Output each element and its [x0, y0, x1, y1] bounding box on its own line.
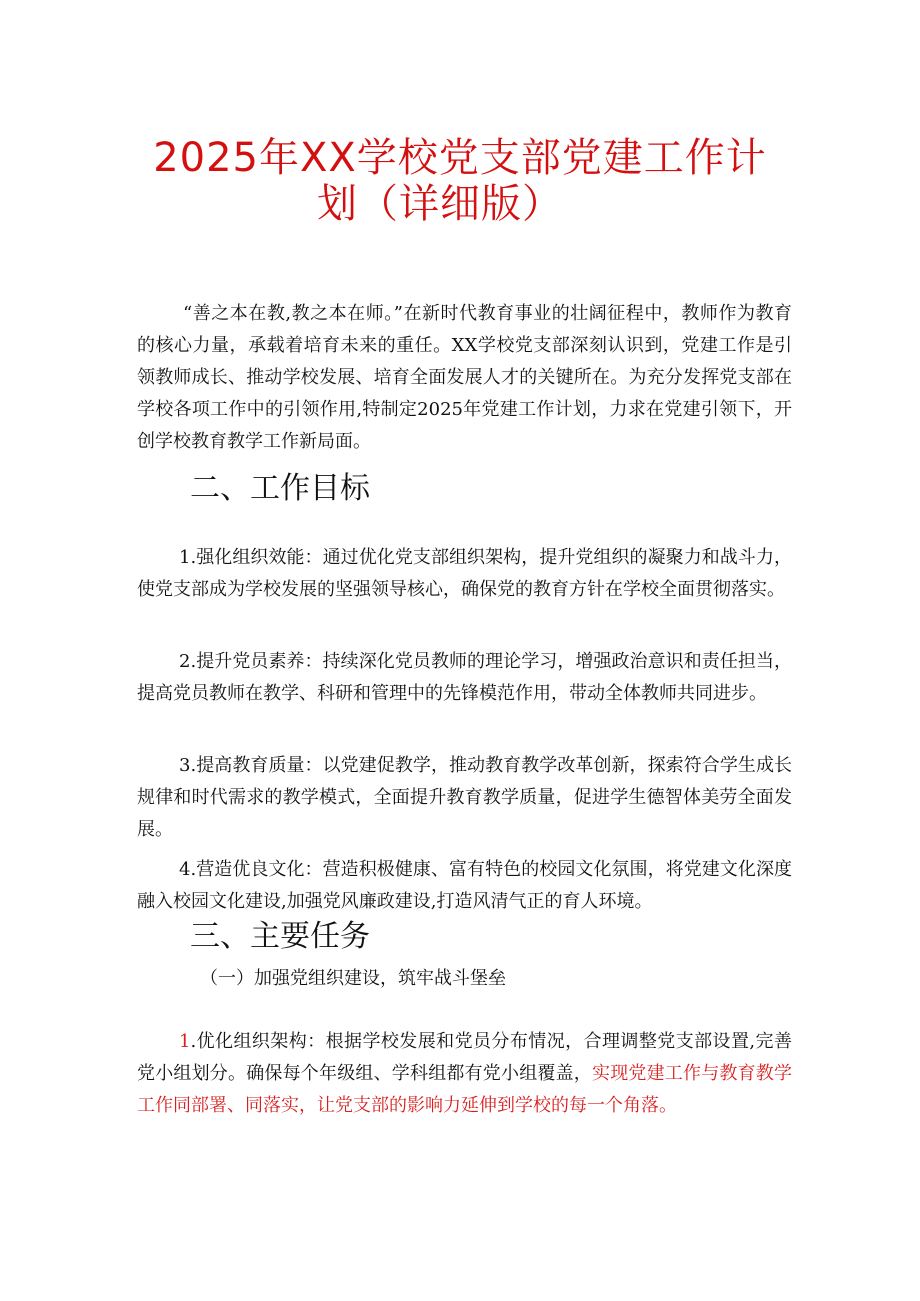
goal-item-number: 3	[179, 755, 191, 776]
goal-item-4	[137, 854, 792, 918]
goal-item-number: 1	[179, 547, 191, 568]
section-heading-goals: 二、工作目标	[190, 471, 370, 506]
goal-item-1	[137, 542, 792, 606]
goal-item-text: .营造优良文化：营造积极健康、富有特色的校园文化氛围，将党建文化深度融入校园文化建设,加强党风廉政建设,打造风清气正的育人环境。	[137, 859, 792, 912]
goal-item-2	[137, 646, 792, 710]
goal-item-3	[137, 750, 792, 846]
subsection-heading: （一）加强党组织建设，筑牢战斗堡垒	[200, 968, 506, 989]
section-heading-tasks: 三、主要任务	[190, 919, 370, 954]
task-item-highlight-text: 实现党建工作与教育教学工作同部署、同落实，让党支部的影响力延伸到学校的每一个角落。	[137, 1063, 792, 1116]
task-item-number: 1	[179, 1031, 191, 1052]
goal-item-text: .提高教育质量：以党建促教学，推动教育教学改革创新，探索符合学生成长规律和时代需求的教学模式，全面提升教育教学质量，促进学生德智体美劳全面发展。	[137, 755, 792, 840]
goal-item-text: .强化组织效能：通过优化党支部组织架构，提升党组织的凝聚力和战斗力，使党支部成为学校发展的坚强领导核心，确保党的教育方针在学校全面贯彻落实。	[137, 547, 792, 600]
intro-paragraph: “善之本在教,教之本在师。”在新时代教育事业的壮阔征程中，教师作为教育的核心力量，承载着培育未来的重任。XX学校党支部深刻认识到，党建工作是引领教师成长、推动学校发展、培育全面发展人才的关键所在。为充分发挥党支部在学校各项工作中的引领作用,特制定2025年党建工作计划，力求在党建引领下，开创学校教育教学工作新局面。	[137, 303, 792, 452]
goal-item-number: 2	[179, 651, 191, 672]
goal-item-number: 4	[179, 859, 191, 880]
goal-item-text: .提升党员素养：持续深化党员教师的理论学习，增强政治意识和责任担当，提高党员教师在教学、科研和管理中的先锋模范作用，带动全体教师共同进步。	[137, 651, 792, 704]
document-title-line-1: 2025年XX学校党支部党建工作计	[153, 135, 767, 181]
document-title-line-2: 划（详细版）	[317, 181, 563, 227]
task-item-1	[137, 1026, 792, 1122]
task-item-text: .优化组织架构：根据学校发展和党员分布情况，合理调整党支部设置,完善党小组划分。确保每个年级组、学科组都有党小组覆盖，	[137, 1031, 792, 1084]
